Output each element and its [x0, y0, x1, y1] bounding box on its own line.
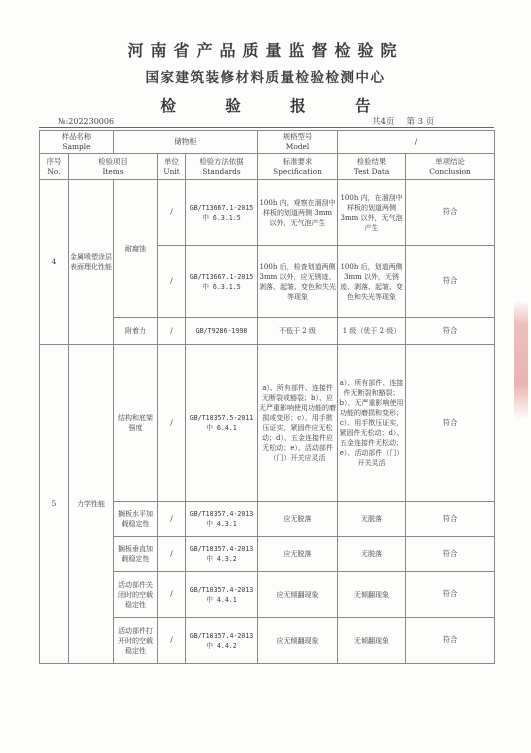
group4-no: 4	[40, 180, 69, 345]
standard-cell: GB/T10357.5-2011 中 6.4.1	[186, 345, 258, 502]
group4-item-corrosion: 耐腐蚀	[114, 180, 158, 318]
model-label-cell	[258, 131, 338, 154]
group5-category: 力学性能	[69, 345, 114, 664]
document-title: 检 验 报 告	[160, 96, 393, 115]
col-header-unit: 单位 Unit	[158, 154, 186, 180]
standard-cell: GB/T10357.4-2013 中 4.3.1	[186, 502, 258, 537]
item-cell: 附着力	[114, 318, 158, 345]
standard-cell: GB/T9286-1998	[186, 318, 258, 345]
result-cell: a）、所有部件、连接件无断裂和豁裂；b）、无严重影响使用功能的磨损和变形；c）、用手揿压证实，紧固件无松动；d）、五金连接件无松动；e）、活动部件（门）开关灵活	[338, 345, 406, 502]
model-value: /	[338, 131, 495, 154]
table-row	[40, 345, 495, 502]
model-label-en: Model	[285, 142, 310, 151]
table-row	[40, 180, 495, 246]
conclusion-cell: 符合	[406, 318, 495, 345]
col-header-test-data: 检验结果 Test Data	[338, 154, 406, 180]
institute-name: 河南省产品质量监督检验院	[127, 41, 404, 60]
conclusion-cell: 符合	[406, 246, 495, 318]
unit-cell: /	[158, 345, 186, 502]
conclusion-cell: 符合	[406, 502, 495, 537]
item-cell: 活动部件关闭时的空载稳定性	[114, 572, 158, 618]
spec-cell: 应无倾翻现象	[258, 618, 338, 664]
spec-cell: 应无脱落	[258, 502, 338, 537]
center-name: 国家建筑装修材料质量检验检测中心	[145, 70, 386, 86]
group5-no: 5	[40, 345, 69, 664]
col-header-specification: 标准要求 Specification	[258, 154, 338, 180]
item-cell: 结构和底架强度	[114, 345, 158, 502]
conclusion-cell: 符合	[406, 572, 495, 618]
page-current: 第 3 页	[406, 117, 435, 127]
result-cell: 100h 后，划道两侧 3mm 以外，无锈迹、剥落、起皱、变色和失光等现象	[338, 246, 406, 318]
unit-cell: /	[158, 618, 186, 664]
column-header-row	[40, 154, 495, 180]
model-label-cn: 规格型号	[282, 132, 313, 141]
result-cell: 无倾翻现象	[338, 572, 406, 618]
result-cell: 100h 内，在溜刮中样板的划道两侧 3mm 以外，无气泡产生	[338, 180, 406, 246]
conclusion-cell: 符合	[406, 180, 495, 246]
standard-cell: GB/T10357.4-2013 中 4.4.1	[186, 572, 258, 618]
sample-row	[40, 131, 495, 154]
header-rule	[39, 127, 494, 128]
standard-cell: GB/T13667.1-2015 中 6.3.1.5	[186, 180, 258, 246]
spec-cell: 100h 内，观察在溜刮中样板的划道两侧 3mm 以外，无气泡产生	[258, 180, 338, 246]
result-cell: 1 级（优于 2 级）	[338, 318, 406, 345]
standard-cell: GB/T10357.4-2013 中 4.3.2	[186, 537, 258, 572]
conclusion-cell: 符合	[406, 345, 495, 502]
report-number: №:202230006	[58, 117, 115, 126]
result-cell: 无倾翻现象	[338, 618, 406, 664]
result-cell: 无脱落	[338, 537, 406, 572]
spec-cell: 应无倾翻现象	[258, 572, 338, 618]
spec-cell: 不低于 2 级	[258, 318, 338, 345]
standard-cell: GB/T10357.4-2013 中 4.4.2	[186, 618, 258, 664]
unit-cell: /	[158, 318, 186, 345]
test-results-table	[39, 130, 495, 664]
page-total: 共4页	[372, 117, 395, 127]
unit-cell: /	[158, 502, 186, 537]
sample-value: 储物柜	[114, 131, 258, 154]
result-cell: 无脱落	[338, 502, 406, 537]
col-header-items: 检验项目 Items	[69, 154, 158, 180]
sample-label-en: Sample	[62, 142, 91, 151]
unit-cell: /	[158, 180, 186, 246]
item-cell: 活动部件打开时的空载稳定性	[114, 618, 158, 664]
col-header-conclusion: 单项结论 Conclusion	[406, 154, 495, 180]
unit-cell: /	[158, 537, 186, 572]
sample-label-cn: 样品名称	[61, 132, 92, 141]
item-cell: 搁板水平加载稳定性	[114, 502, 158, 537]
conclusion-cell: 符合	[406, 537, 495, 572]
sample-label-cell	[40, 131, 114, 154]
col-header-no: 序号 No.	[40, 154, 69, 180]
spec-cell: a）、所有部件、连接件无断裂或豁裂；b）、应无严重影响使用功能的磨损或变形；c）、用手揿压证实，紧固件应无松动；d）、五金连接件应无松动；e）、活动部件（门）开关应灵活	[258, 345, 338, 502]
group4-category: 金属喷塑涂层表面理化性能	[69, 180, 114, 345]
conclusion-cell: 符合	[406, 618, 495, 664]
item-cell: 搁板垂直加载稳定性	[114, 537, 158, 572]
seal-stamp-edge	[514, 300, 528, 420]
spec-cell: 100h 后，检查划道两侧 3mm 以外，应无锈迹、剥落、起皱、变色和失光等现象	[258, 246, 338, 318]
page-indicator	[372, 115, 446, 127]
col-header-standards: 检验方法依据 Standards	[186, 154, 258, 180]
standard-cell: GB/T13667.1-2015 中 6.3.1.5	[186, 246, 258, 318]
unit-cell: /	[158, 572, 186, 618]
spec-cell: 应无脱落	[258, 537, 338, 572]
unit-cell: /	[158, 246, 186, 318]
